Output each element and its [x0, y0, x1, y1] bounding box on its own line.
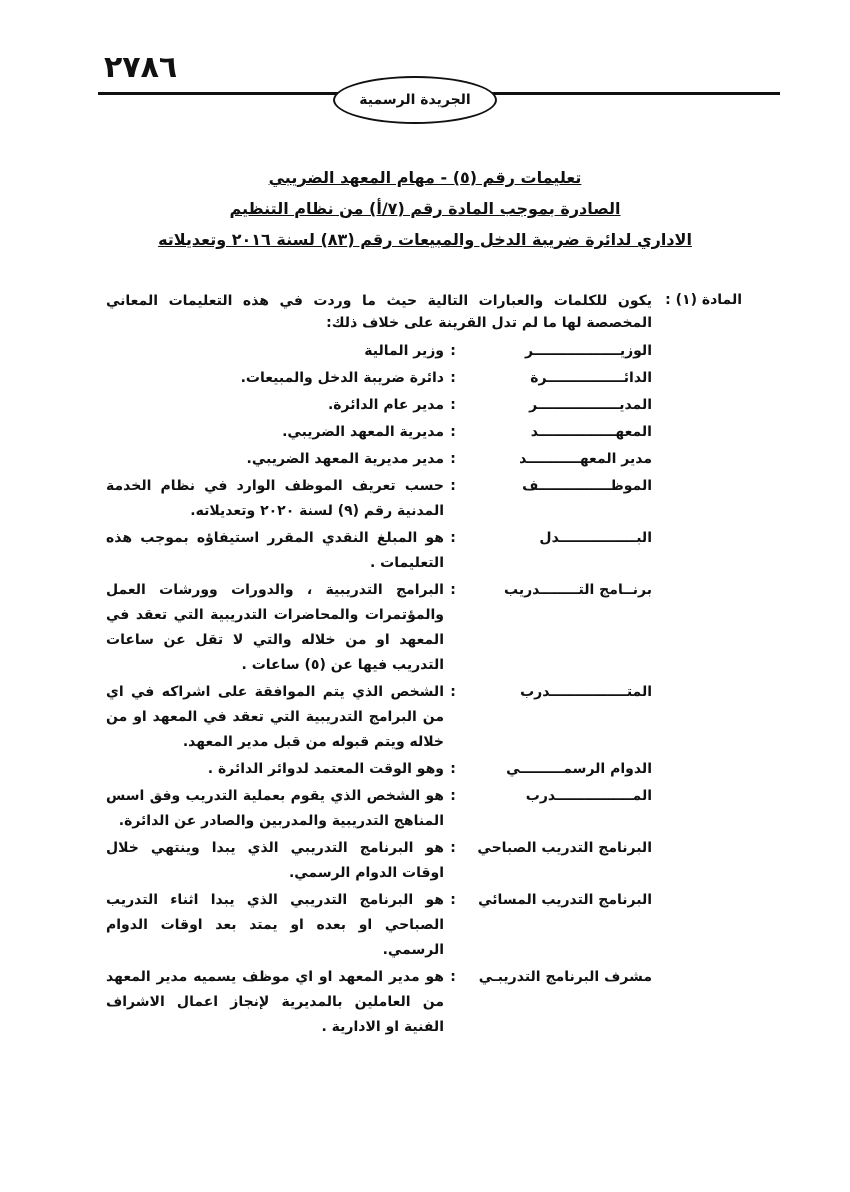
definition-term: الدوام الرسمـــــــــي — [506, 761, 652, 777]
definition-colon: : — [450, 343, 456, 359]
definition-meaning: وزير المالية — [364, 343, 444, 359]
definition-row — [106, 965, 652, 1040]
definition-colon: : — [450, 582, 456, 598]
definition-row — [106, 526, 652, 576]
definition-row — [106, 420, 652, 445]
definition-term: مشرف البرنامج التدريبـي — [478, 969, 652, 985]
definition-colon: : — [450, 478, 456, 494]
definition-meaning: حسب تعريف الموظف الوارد في نظام الخدمة المدنية رقم (٩) لسنة ٢٠٢٠ وتعديلاته. — [106, 478, 444, 519]
definition-meaning: البرامج التدريبية ، والدورات وورشات العمل والمؤتمرات والمحاضرات التدريبية التي تعقد في المعهد او من خلاله والتي لا تقل عن ساعات التدريب فيها عن (٥) ساعات . — [106, 582, 444, 673]
definition-row — [106, 366, 652, 391]
definition-term: المــــــــــــــــدرب — [525, 788, 652, 804]
page-number: ٢٧٨٦ — [104, 50, 178, 85]
definition-term: برنــامج التــــــــدريب — [504, 582, 652, 598]
definition-meaning: هو مدير المعهد او اي موظف يسميه مدير المعهد من العاملين بالمديرية لإنجاز اعمال الاشراف الفنية او الادارية . — [106, 969, 444, 1035]
definition-term: البــــــــــــــــدل — [539, 530, 652, 546]
definition-colon: : — [450, 424, 456, 440]
definition-row — [106, 447, 652, 472]
definitions-list — [106, 339, 652, 1042]
definition-meaning: هو البرنامج التدريبي الذي يبدا وينتهي خلال اوقات الدوام الرسمي. — [106, 840, 444, 881]
definition-meaning: هو البرنامج التدريبي الذي يبدا اثناء التدريب الصباحي او بعده او يمتد بعد اوقات الدوام الرسمي. — [106, 892, 444, 958]
definition-term: الوزيــــــــــــــــــر — [525, 343, 652, 359]
definition-colon: : — [450, 761, 456, 777]
definition-row — [106, 578, 652, 678]
title-line-1: تعليمات رقم (٥) - مهام المعهد الضريبي — [268, 168, 582, 187]
definition-colon: : — [450, 370, 456, 386]
definition-colon: : — [450, 788, 456, 804]
article-intro: يكون للكلمات والعبارات التالية حيث ما وردت في هذه التعليمات المعاني المخصصة لها ما لم تدل القرينة على خلاف ذلك: — [106, 293, 652, 331]
article-label: المادة (١) : — [665, 292, 742, 308]
definition-meaning: مدير عام الدائرة. — [327, 397, 444, 413]
definition-colon: : — [450, 892, 456, 908]
definition-row — [106, 474, 652, 524]
definition-term: البرنامج التدريب المسائي — [478, 892, 652, 908]
definition-colon: : — [450, 969, 456, 985]
title-line-2: الصادرة بموجب المادة رقم (٧/أ) من نظام التنظيم — [229, 199, 621, 218]
definition-row — [106, 757, 652, 782]
definition-row — [106, 888, 652, 963]
definition-meaning: مديرية المعهد الضريبي. — [282, 424, 444, 440]
definition-term: الدائــــــــــــــــرة — [530, 370, 652, 386]
definition-row — [106, 339, 652, 364]
gazette-name: الجريدة الرسمية — [359, 92, 471, 108]
gazette-oval — [333, 76, 497, 124]
definition-term: المديـــــــــــــــــر — [529, 397, 652, 413]
definition-meaning: مدير مديرية المعهد الضريبي. — [246, 451, 444, 467]
definition-meaning: الشخص الذي يتم الموافقة على اشراكه في اي من البرامج التدريبية التي تعقد في المعهد او من خلاله ويتم قبوله من قبل مدير المعهد. — [106, 684, 444, 750]
definition-colon: : — [450, 530, 456, 546]
definition-meaning: وهو الوقت المعتمد لدوائر الدائرة . — [207, 761, 444, 777]
definition-term: المعهــــــــــــــــد — [530, 424, 652, 440]
definition-term: الموظـــــــــــــــف — [522, 478, 652, 494]
definition-term: البرنامج التدريب الصباحي — [477, 840, 652, 856]
definition-row — [106, 836, 652, 886]
document-titles — [0, 162, 850, 255]
definition-meaning: هو المبلغ النقدي المقرر استيفاؤه بموجب هذه التعليمات . — [106, 530, 444, 571]
definition-term: المتــــــــــــــــدرب — [520, 684, 652, 700]
definition-colon: : — [450, 397, 456, 413]
definition-row — [106, 393, 652, 418]
definition-row — [106, 784, 652, 834]
definition-colon: : — [450, 684, 456, 700]
title-line-3: الاداري لدائرة ضريبة الدخل والمبيعات رقم (٨٣) لسنة ٢٠١٦ وتعديلاته — [158, 230, 692, 249]
definition-colon: : — [450, 451, 456, 467]
definition-meaning: هو الشخص الذي يقوم بعملية التدريب وفق اسس المناهج التدريبية والمدربين والصادر عن الدائرة. — [106, 788, 444, 829]
definition-colon: : — [450, 840, 456, 856]
definition-row — [106, 680, 652, 755]
definition-term: مدير المعهـــــــــــد — [519, 451, 652, 467]
definition-meaning: دائرة ضريبة الدخل والمبيعات. — [240, 370, 444, 386]
